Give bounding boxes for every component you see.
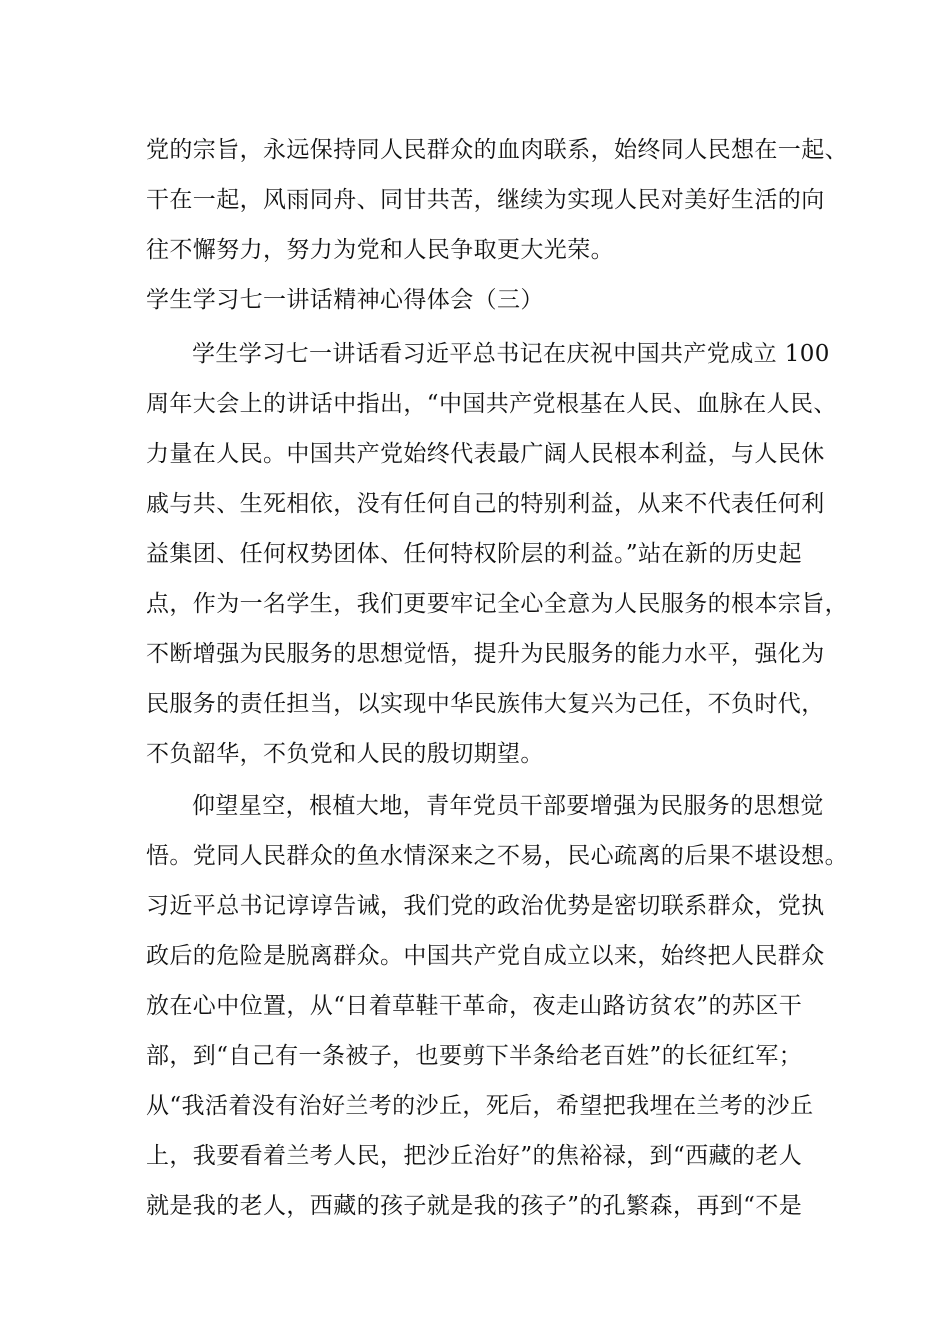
text-line: 不负韶华，不负党和人民的殷切期望。: [146, 741, 544, 767]
text-line: 民服务的责任担当，以实现中华民族伟大复兴为己任，不负时代，: [146, 691, 825, 717]
text-line: 不断增强为民服务的思想觉悟，提升为民服务的能力水平，强化为: [146, 641, 825, 667]
text-line: 就是我的老人，西藏的孩子就是我的孩子”的孔繁森，再到“不是: [146, 1193, 803, 1219]
text-line: 仰望星空，根植大地，青年党员干部要增强为民服务的思想觉: [192, 793, 824, 819]
text-line: 习近平总书记谆谆告诫，我们党的政治优势是密切联系群众，党执: [146, 893, 825, 919]
text-line: 点，作为一名学生，我们更要牢记全心全意为人民服务的根本宗旨，: [146, 591, 848, 617]
text-line: 周年大会上的讲话中指出，“中国共产党根基在人民、血脉在人民、: [146, 391, 837, 417]
section-heading: 学生学习七一讲话精神心得体会（三）: [146, 287, 544, 313]
text-line: 戚与共、生死相依，没有任何自己的特别利益，从来不代表任何利: [146, 491, 825, 517]
text-line: 部，到“自己有一条被子，也要剪下半条给老百姓”的长征红军；: [146, 1043, 803, 1069]
text-line: 政后的危险是脱离群众。中国共产党自成立以来，始终把人民群众: [146, 943, 825, 969]
text-line: 从“我活着没有治好兰考的沙丘，死后，希望把我埋在兰考的沙丘: [146, 1093, 814, 1119]
text-line: 学生学习七一讲话看习近平总书记在庆祝中国共产党成立 100: [192, 341, 830, 367]
text-line: 往不懈努力，努力为党和人民争取更大光荣。: [146, 237, 614, 263]
text-line: 上，我要看着兰考人民，把沙丘治好”的焦裕禄，到“西藏的老人: [146, 1143, 803, 1169]
text-line: 干在一起，风雨同舟、同甘共苦，继续为实现人民对美好生活的向: [146, 187, 825, 213]
text-line: 党的宗旨，永远保持同人民群众的血肉联系，始终同人民想在一起、: [146, 137, 848, 163]
text-line: 益集团、任何权势团体、任何特权阶层的利益。”站在新的历史起: [146, 541, 802, 567]
text-line: 放在心中位置，从“日着草鞋干革命，夜走山路访贫农”的苏区干: [146, 993, 803, 1019]
text-line: 悟。党同人民群众的鱼水情深来之不易，民心疏离的后果不堪设想。: [146, 843, 848, 869]
text-line: 力量在人民。中国共产党始终代表最广阔人民根本利益，与人民休: [146, 441, 825, 467]
